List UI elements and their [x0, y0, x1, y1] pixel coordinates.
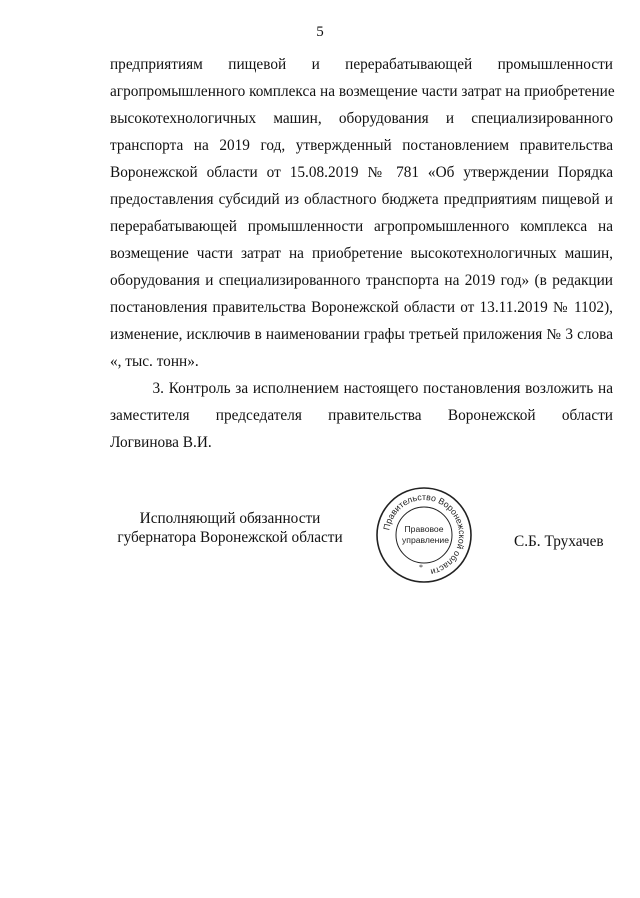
body-line: перерабатывающей промышленности агропромышленного комплекса на	[110, 218, 613, 235]
body-line: агропромышленного комплекса на возмещение части затрат на приобретение	[110, 83, 615, 100]
body-line: высокотехнологичных машин, оборудования и специализированного	[110, 110, 613, 127]
body-line: «, тыс. тонн».	[110, 353, 199, 370]
body-line: 3. Контроль за исполнением настоящего постановления возложить на	[110, 380, 613, 397]
body-line: Логвинова В.И.	[110, 434, 212, 451]
signatory-title	[110, 509, 350, 547]
stamp-inner	[402, 524, 449, 546]
stamp-outer-text: Правительство Воронежской области	[381, 491, 468, 578]
body-line: предприятиям пищевой и перерабатывающей промышленности	[110, 56, 613, 73]
stamp-inner-line: управление	[402, 535, 449, 545]
body-line: оборудования и специализированного транспорта на 2019 год» (в редакции	[110, 272, 613, 289]
official-stamp	[375, 486, 473, 584]
body-line: транспорта на 2019 год, утвержденный постановлением правительства	[110, 137, 613, 154]
stamp-inner-line: Правовое	[404, 524, 444, 534]
body-line: предоставления субсидий из областного бюджета предприятиям пищевой и	[110, 191, 613, 208]
body-line: заместителя председателя правительства Воронежской области	[110, 407, 613, 424]
body-line: возмещение части затрат на приобретение высокотехнологичных машин,	[110, 245, 613, 262]
signatory-title-line: Исполняющий обязанности	[139, 510, 321, 527]
page-number: 5	[316, 24, 324, 40]
body-line: изменение, исключив в наименовании графы третьей приложения № 3 слова	[110, 326, 613, 343]
signatory-title-line: губернатора Воронежской области	[117, 529, 343, 546]
body-line: Воронежской области от 15.08.2019 № 781 «Об утверждении Порядка	[110, 164, 613, 181]
body-line: постановления правительства Воронежской области от 13.11.2019 № 1102),	[110, 299, 613, 316]
stamp-star: *	[419, 563, 423, 572]
signatory-name: С.Б. Трухачев	[514, 533, 604, 550]
